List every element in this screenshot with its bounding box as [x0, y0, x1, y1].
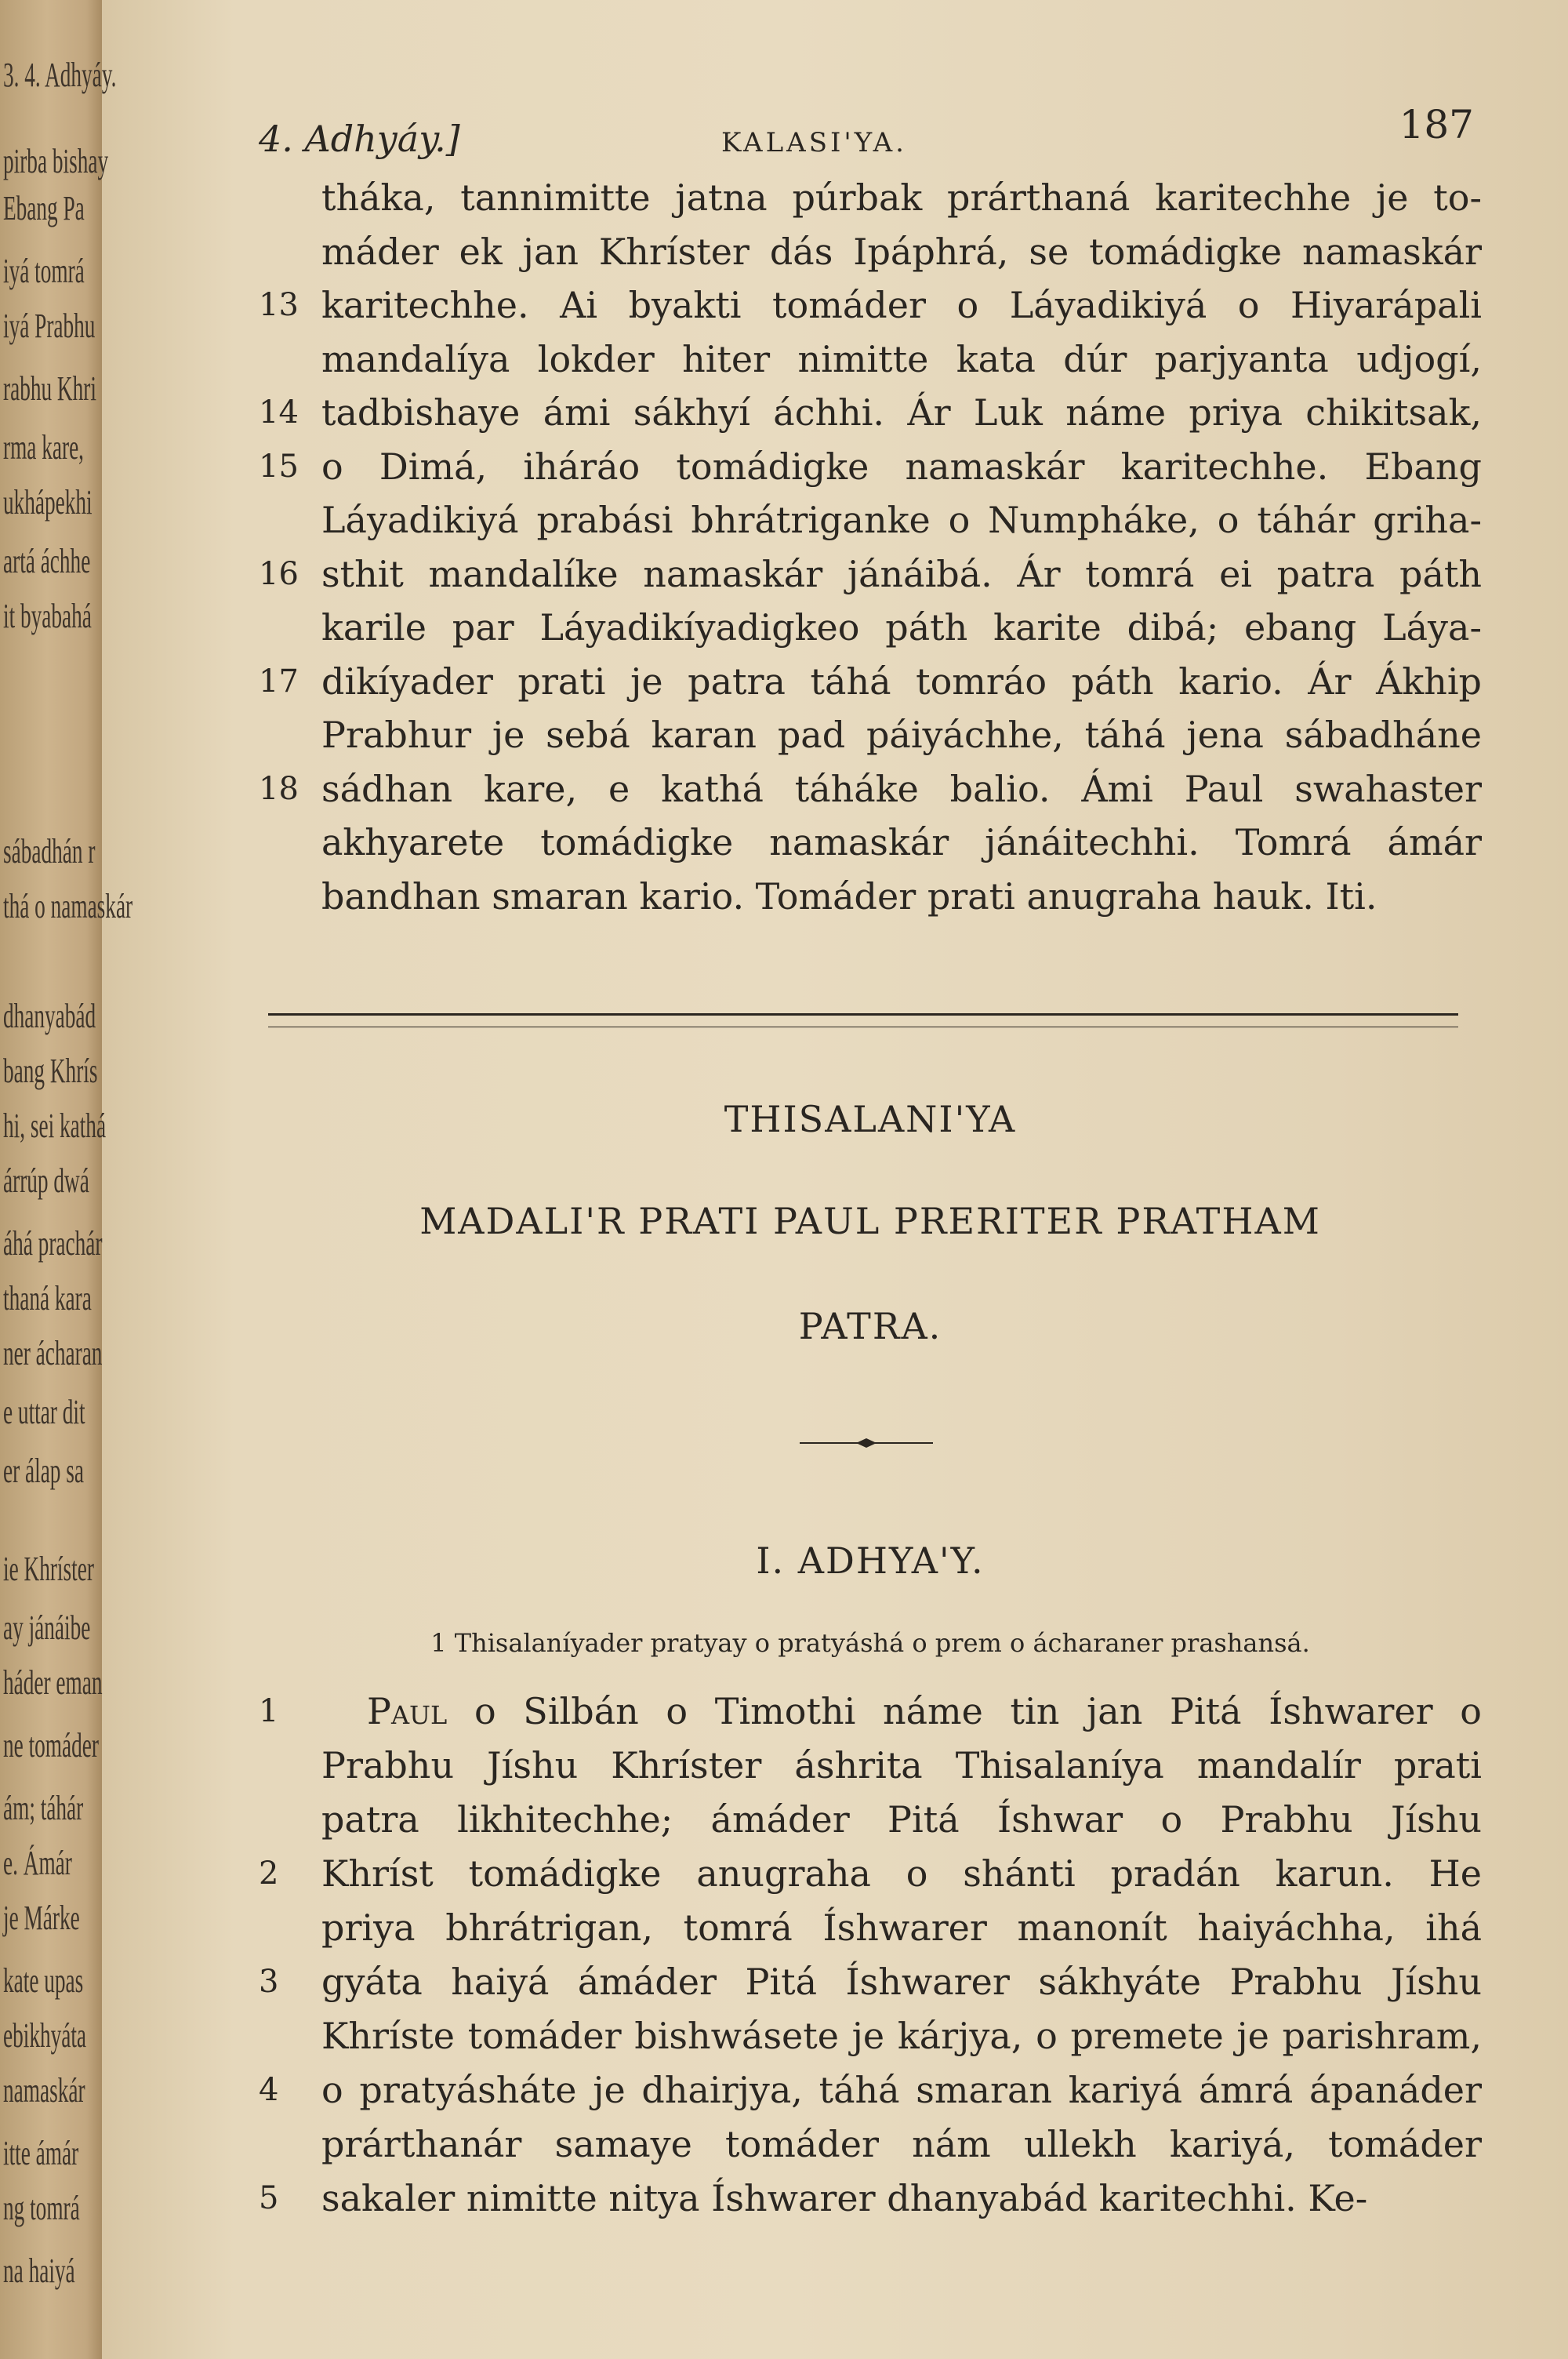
gutter-fragment: thaná kara — [3, 1279, 92, 1318]
verse-body: patra likhitechhe; ámáder Pitá Íshwar o Prabhu Jíshu — [321, 1798, 1482, 1841]
gutter-fragment: hi, sei kathá — [3, 1107, 107, 1145]
header-book-title: KALASI'YA. — [721, 127, 907, 158]
verse-body: karile par Láyadikíyadigkeo páth karite dibá; ebang Láya- — [321, 606, 1482, 649]
gutter-fragment: ebikhyáta — [3, 2016, 87, 2055]
verse-text — [321, 493, 1482, 547]
text-line — [259, 171, 1482, 225]
verse-body: Prabhu Jíshu Khríster áshrita Thisalaníya mandalír prati — [321, 1744, 1482, 1787]
ornament-divider-icon — [800, 1435, 933, 1451]
verse-body: sthit mandalíke namaskár jánáibá. Ár tomrá ei patra páth — [321, 552, 1482, 595]
gutter-fragment: thá o namaskár — [3, 887, 133, 925]
text-line — [259, 762, 1482, 816]
gutter-fragment: namaskár — [3, 2071, 85, 2110]
verse-body: o Silbán o Timothi náme tin jan Pitá Íshwarer o — [447, 1690, 1482, 1732]
verse-body: tadbishaye ámi sákhyí áchhi. Ár Luk náme priya chikitsak, — [321, 391, 1482, 434]
verse-body: priya bhrátrigan, tomrá Íshwarer manonít haiyáchha, ihá — [321, 1906, 1482, 1949]
gutter-fragment: kate upas — [3, 1961, 84, 2000]
verse-text — [321, 1847, 1482, 1901]
verse-number: 17 — [259, 663, 299, 700]
gutter-fragment: ie Khríster — [3, 1550, 94, 1588]
gutter-fragment: árrúp dwá — [3, 1161, 89, 1200]
verse-text — [321, 278, 1482, 333]
previous-page-edge — [0, 0, 133, 2359]
text-line — [259, 870, 1482, 924]
verse-text — [321, 2172, 1482, 2226]
text-line — [259, 601, 1482, 655]
verse-text — [321, 708, 1482, 762]
gutter-fragment: ne tomáder — [3, 1726, 99, 1765]
verse-number: 13 — [259, 287, 299, 323]
text-line — [259, 1901, 1482, 1955]
verse-text — [321, 171, 1482, 225]
gutter-fragment: ay jánáibe — [3, 1608, 91, 1647]
verse-text — [321, 816, 1482, 870]
verse-text — [321, 547, 1482, 602]
verse-number: 1 — [259, 1693, 279, 1729]
verse-text — [321, 440, 1482, 494]
text-line — [259, 1793, 1482, 1847]
gutter-fragment: ng tomrá — [3, 2189, 80, 2227]
chapter-summary: 1 Thisalaníyader pratyay o pratyáshá o prem o ácharaner prashansá. — [430, 1628, 1310, 1658]
text-line — [259, 1955, 1482, 2009]
gutter-fragment: sábadhán r — [3, 832, 96, 871]
thessalonians-chapter-1-text — [259, 1685, 1482, 2226]
verse-text — [321, 1901, 1482, 1955]
verse-body: o pratyásháte je dhairjya, táhá smaran kariyá ámrá ápanáder — [321, 2069, 1482, 2111]
gutter-fragment: er álap sa — [3, 1452, 84, 1490]
text-line — [259, 333, 1482, 387]
gutter-fragment: pirba bishay — [3, 142, 109, 180]
verse-text — [321, 386, 1482, 440]
verse-body: sakaler nimitte nitya Íshwarer dhanyabád karitechhi. Ke- — [321, 2177, 1368, 2219]
verse-number: 5 — [259, 2180, 279, 2216]
text-line — [259, 708, 1482, 762]
text-line — [259, 2117, 1482, 2172]
gutter-fragment: ám; táhár — [3, 1789, 84, 1827]
epistle-title-line-1: THISALANI'YA — [724, 1098, 1017, 1140]
gutter-fragment: rma kare, — [3, 428, 84, 467]
verse-body: prárthanár samaye tomáder nám ullekh kariyá, tomáder — [321, 2123, 1482, 2165]
verse-number: 2 — [259, 1856, 279, 1892]
gutter-fragment: 3. 4. Adhyáy. — [3, 56, 117, 94]
verse-text — [321, 2009, 1482, 2063]
text-line — [259, 493, 1482, 547]
verse-body: tháka, tannimitte jatna púrbak prárthaná karitechhe je to- — [321, 176, 1482, 219]
epistle-title-line-2: MADALI'R PRATI PAUL PRERITER PRATHAM — [419, 1200, 1321, 1242]
gutter-fragment: Ebang Pa — [3, 189, 85, 227]
header-chapter: 4. Adhyáy.] — [259, 118, 460, 160]
verse-number: 4 — [259, 2072, 279, 2108]
gutter-fragment: háder eman — [3, 1663, 103, 1702]
text-line — [259, 2172, 1482, 2226]
text-line — [259, 440, 1482, 494]
verse-number: 3 — [259, 1964, 279, 2000]
verse-text — [321, 1955, 1482, 2009]
gutter-fragment: iyá tomrá — [3, 252, 85, 290]
gutter-fragment: ner ácharan — [3, 1334, 103, 1372]
gutter-fragment: ukhápekhi — [3, 483, 93, 522]
verse-text — [321, 225, 1482, 279]
verse-number: 15 — [259, 448, 299, 485]
gutter-fragment: je Márke — [3, 1899, 80, 1937]
text-line — [259, 278, 1482, 333]
verse-lead-word: Paul — [367, 1690, 448, 1732]
verse-text — [321, 333, 1482, 387]
gutter-fragment: bang Khrís — [3, 1052, 98, 1090]
running-header — [259, 102, 1474, 165]
verse-body: Khríst tomádigke anugraha o shánti pradán karun. He — [321, 1852, 1482, 1895]
text-line — [259, 1847, 1482, 1901]
verse-body: mandalíya lokder hiter nimitte kata dúr parjyanta udjogí, — [321, 337, 1482, 380]
text-line — [259, 2063, 1482, 2117]
verse-text — [321, 1685, 1482, 1739]
text-line — [259, 2009, 1482, 2063]
colossians-ending-text — [259, 171, 1482, 923]
gutter-fragment: it byabahá — [3, 597, 92, 635]
gutter-fragment: e uttar dit — [3, 1393, 85, 1431]
text-line — [259, 386, 1482, 440]
verse-body: gyáta haiyá ámáder Pitá Íshwarer sákhyáte Prabhu Jíshu — [321, 1961, 1482, 2003]
verse-number: 18 — [259, 770, 299, 807]
verse-text — [321, 762, 1482, 816]
section-divider-rule — [268, 1013, 1458, 1027]
verse-text — [321, 2063, 1482, 2117]
text-line — [259, 816, 1482, 870]
text-line — [259, 1739, 1482, 1793]
verse-body: karitechhe. Ai byakti tomáder o Láyadikiyá o Hiyarápali — [321, 284, 1482, 326]
verse-body: Khríste tomáder bishwásete je kárjya, o premete je parishram, — [321, 2015, 1482, 2057]
verse-text — [321, 655, 1482, 709]
verse-body: Prabhur je sebá karan pad páiyáchhe, táhá jena sábadháne — [321, 714, 1482, 756]
gutter-fragment: itte ámár — [3, 2134, 79, 2172]
text-line — [259, 225, 1482, 279]
verse-body: Láyadikiyá prabási bhrátriganke o Numpháke, o táhár griha- — [321, 499, 1482, 541]
epistle-title-line-3: PATRA. — [798, 1305, 942, 1347]
gutter-fragment: áhá prachár — [3, 1224, 103, 1263]
page-number: 187 — [1399, 102, 1474, 147]
verse-body: o Dimá, iháráo tomádigke namaskár karitechhe. Ebang — [321, 445, 1482, 488]
verse-number: 16 — [259, 555, 299, 592]
gutter-fragment: artá áchhe — [3, 542, 91, 580]
gutter-fragment: rabhu Khri — [3, 369, 96, 408]
gutter-fragment: dhanyabád — [3, 997, 96, 1035]
verse-text — [321, 2117, 1482, 2172]
verse-text — [321, 1793, 1482, 1847]
gutter-fragment: iyá Prabhu — [3, 307, 96, 345]
verse-body: bandhan smaran kario. Tomáder prati anugraha hauk. Iti. — [321, 874, 1377, 918]
chapter-heading: I. ADHYA'Y. — [756, 1539, 985, 1582]
verse-body: akhyarete tomádigke namaskár jánáitechhi. Tomrá ámár — [321, 821, 1482, 863]
verse-text — [321, 870, 1482, 924]
gutter-fragment: na haiyá — [3, 2252, 75, 2290]
verse-body: dikíyader prati je patra táhá tomráo páth kario. Ár Ákhip — [321, 660, 1482, 703]
text-line — [259, 655, 1482, 709]
text-line — [259, 1685, 1482, 1739]
verse-text — [321, 601, 1482, 655]
verse-text — [321, 1739, 1482, 1793]
gutter-fragment: e. Ámár — [3, 1844, 72, 1882]
verse-number: 14 — [259, 394, 299, 431]
verse-body: máder ek jan Khríster dás Ipáphrá, se tomádigke namaskár — [321, 230, 1482, 273]
verse-body: sádhan kare, e kathá táháke balio. Ámi Paul swahaster — [321, 767, 1482, 810]
text-line — [259, 547, 1482, 602]
